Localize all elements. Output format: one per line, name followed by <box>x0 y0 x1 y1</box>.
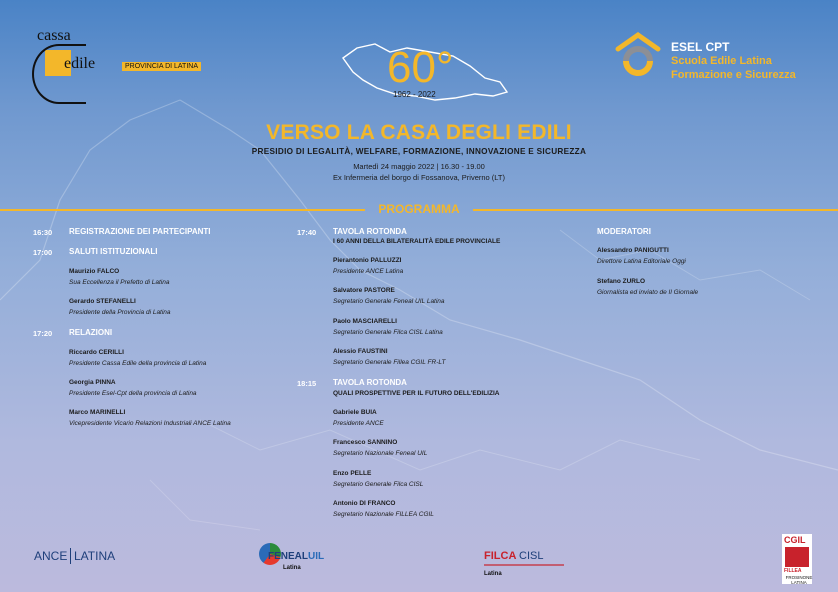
time-saluti: 17:00 <box>33 248 53 257</box>
moderator-name: Stefano ZURLO <box>597 278 646 285</box>
moderator-name: Alessandro PANIGUTTI <box>597 247 669 254</box>
event-date: Martedì 24 maggio 2022 | 16.30 - 19.00 <box>353 162 485 171</box>
time-registrazione: 16:30 <box>33 228 53 237</box>
time-tavola-1: 17:40 <box>297 228 317 237</box>
tavola-2-topic: QUALI PROSPETTIVE PER IL FUTURO DELL'EDILIZIA <box>333 390 500 397</box>
speaker-name: Salvatore PASTORE <box>333 287 395 294</box>
fillea-text: FILLEA <box>784 568 802 574</box>
speaker-name: Riccardo CERILLI <box>69 349 124 356</box>
speaker-name: Alessio FAUSTINI <box>333 348 388 355</box>
speaker-role: Presidente Cassa Edile della provincia di Latina <box>69 360 207 367</box>
speaker-role: Segretario Generale Fillea CGIL FR-LT <box>333 359 446 366</box>
section-moderatori: MODERATORI <box>597 227 651 236</box>
esel-tagline: Formazione e Sicurezza <box>671 69 796 81</box>
filca-city: Latina <box>484 571 502 577</box>
speaker-role: Segretario Nazionale FILLEA CGIL <box>333 511 434 518</box>
feneal-city: Latina <box>283 565 301 571</box>
speaker-role: Segretario Generale Filca CISL Latina <box>333 329 443 336</box>
event-title: VERSO LA CASA DEGLI EDILI <box>266 121 572 144</box>
ance-logo: ANCE <box>34 549 68 563</box>
speaker-name: Gerardo STEFANELLI <box>69 298 136 305</box>
speaker-role: Presidente ANCE Latina <box>333 268 404 275</box>
speaker-role: Segretario Generale Feneal UIL Latina <box>333 298 445 305</box>
feneal-logo-text: FENEALUIL <box>268 551 325 562</box>
speaker-name: Marco MARINELLI <box>69 409 126 416</box>
speaker-name: Antonio DI FRANCO <box>333 500 396 507</box>
speaker-role: Vicepresidente Vicario Relazioni Industriali ANCE Latina <box>69 420 231 427</box>
anniversary-years: 1962 - 2022 <box>393 90 436 99</box>
ance-city: LATINA <box>74 549 116 563</box>
cgil-flag-icon <box>785 547 809 567</box>
speaker-name: Francesco SANNINO <box>333 439 398 446</box>
section-tavola-2: TAVOLA ROTONDA <box>333 378 407 387</box>
event-subtitle: PRESIDIO DI LEGALITÀ, WELFARE, FORMAZIONE, INNOVAZIONE E SICUREZZA <box>251 147 587 156</box>
speaker-name: Paolo MASCIARELLI <box>333 318 397 325</box>
speaker-name: Pierantonio PALLUZZI <box>333 257 402 264</box>
speaker-name: Georgia PINNA <box>69 379 116 386</box>
esel-school: Scuola Edile Latina <box>671 55 772 67</box>
speaker-name: Gabriele BUIA <box>333 409 377 416</box>
section-saluti: SALUTI ISTITUZIONALI <box>69 247 158 256</box>
moderator-role: Direttore Latina Editoriale Oggi <box>597 258 686 265</box>
speaker-role: Segretario Nazionale Feneal UIL <box>333 450 428 457</box>
speaker-name: Maurizio FALCO <box>69 268 120 275</box>
speaker-role: Presidente ANCE <box>333 420 384 427</box>
provincia-badge: PROVINCIA DI LATINA <box>122 62 201 71</box>
ance-divider <box>70 548 71 564</box>
time-tavola-2: 18:15 <box>297 379 317 388</box>
anniversary-number: 60° <box>387 43 454 92</box>
moderator-role: Giornalista ed inviato de Il Giornale <box>597 289 699 296</box>
speaker-role: Sua Eccellenza il Prefetto di Latina <box>69 279 170 286</box>
speaker-role: Segretario Generale Filca CISL <box>333 481 424 488</box>
edile-logo-text: edile <box>64 55 96 72</box>
cgil-logo-text: CGIL <box>784 535 806 545</box>
esel-house-icon <box>614 29 662 81</box>
esel-name: ESEL CPT <box>671 40 730 54</box>
tavola-1-topic: I 60 ANNI DELLA BILATERALITÀ EDILE PROVINCIALE <box>333 238 501 245</box>
speaker-name: Enzo PELLE <box>333 470 372 477</box>
section-registrazione: REGISTRAZIONE DEI PARTECIPANTI <box>69 227 211 236</box>
speaker-role: Presidente Esel-Cpt della provincia di Latina <box>69 390 197 397</box>
cgil-city: FROSINONE LATINA <box>785 575 813 585</box>
section-relazioni: RELAZIONI <box>69 328 113 337</box>
cassa-logo-text: cassa <box>37 27 71 44</box>
cassa-edile-arc-icon <box>32 44 86 104</box>
event-place: Ex Infermeria del borgo di Fossanova, Priverno (LT) <box>332 173 506 182</box>
programma-heading: PROGRAMMA <box>378 202 460 216</box>
filca-logo-icon <box>484 564 564 566</box>
filca-logo-text: FILCA CISL <box>484 550 544 562</box>
section-tavola-1: TAVOLA ROTONDA <box>333 227 407 236</box>
time-relazioni: 17:20 <box>33 329 53 338</box>
speaker-role: Presidente della Provincia di Latina <box>69 309 171 316</box>
